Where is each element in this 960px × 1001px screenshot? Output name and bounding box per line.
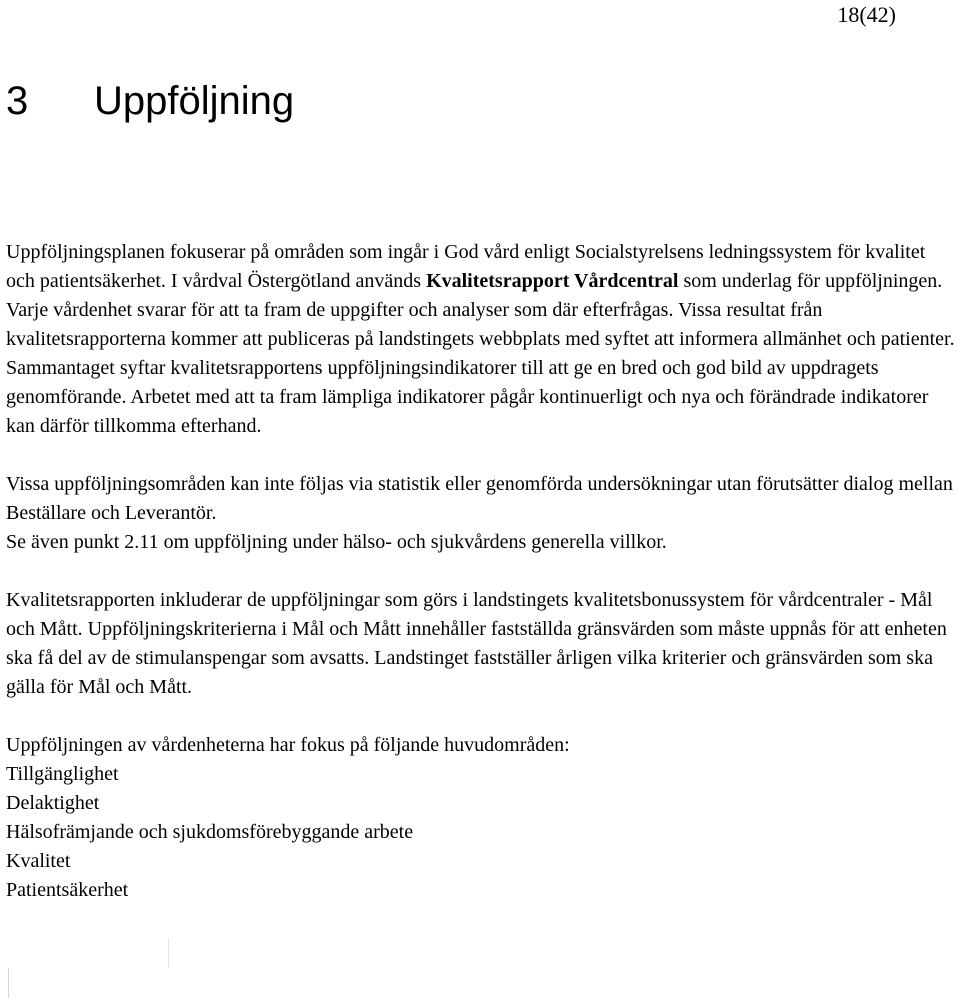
document-body xyxy=(6,238,956,905)
section-title: Uppföljning xyxy=(94,79,295,123)
intro-tail-text: som underlag för uppföljningen. Varje vårdenhet svarar för att ta fram de uppgifter och analyser som där efterfrågas. Vissa resultat från kvalitetsrapporterna kommer att publiceras på landstingets webbplats med syftet att informera allmänhet och patienter. Sammantaget syftar kvalitetsrapportens uppföljningsindikatorer till att ge en bred och god bild av uppdragets genomförande. Arbetet med att ta fram lämpliga indikatorer pågår kontinuerligt och nya och förändrade indikatorer kan därför tillkomma efterhand. xyxy=(6,270,955,437)
reference-paragraph: Se även punkt 2.11 om uppföljning under hälso- och sjukvårdens generella villkor. xyxy=(6,531,667,553)
intro-lead-text: Uppföljningsplanen fokuserar på områden som ingår i God vård enligt Socialstyrelsens ledningssystem för kvalitet och patientsäkerhet. I vårdval Östergötland används xyxy=(6,241,926,292)
list-item: Tillgänglighet xyxy=(6,763,119,785)
dialog-paragraph: Vissa uppföljningsområden kan inte följas via statistik eller genomförda undersökningar utan förutsätter dialog mellan Beställare och Leverantör. xyxy=(6,473,953,524)
margin-rule-left xyxy=(8,968,9,998)
intro-paragraph xyxy=(6,238,956,441)
list-item: Patientsäkerhet xyxy=(6,879,129,901)
focus-area-list xyxy=(6,760,956,905)
quality-bonus-paragraph: Kvalitetsrapporten inkluderar de uppföljningar som görs i landstingets kvalitetsbonussystem för vårdcentraler - Mål och Mått. Uppföljningskriterierna i Mål och Mått innehåller fastställda gränsvärden som måste uppnås för att enheten ska få del av de stimulanspengar som avsatts. Landstinget fastställer årligen vilka kriterier och gränsvärden som ska gälla för Mål och Mått. xyxy=(6,589,947,698)
margin-rule-right xyxy=(168,938,169,968)
section-heading xyxy=(6,74,294,128)
list-item: Hälsofrämjande och sjukdomsförebyggande arbete xyxy=(6,821,414,843)
focus-intro-paragraph: Uppföljningen av vårdenheterna har fokus på följande huvudområden: xyxy=(6,734,570,756)
list-item: Kvalitet xyxy=(6,850,71,872)
section-number: 3 xyxy=(6,79,29,123)
list-item: Delaktighet xyxy=(6,792,100,814)
page-number: 18(42) xyxy=(837,2,896,27)
report-name: Kvalitetsrapport Vårdcentral xyxy=(426,270,679,292)
